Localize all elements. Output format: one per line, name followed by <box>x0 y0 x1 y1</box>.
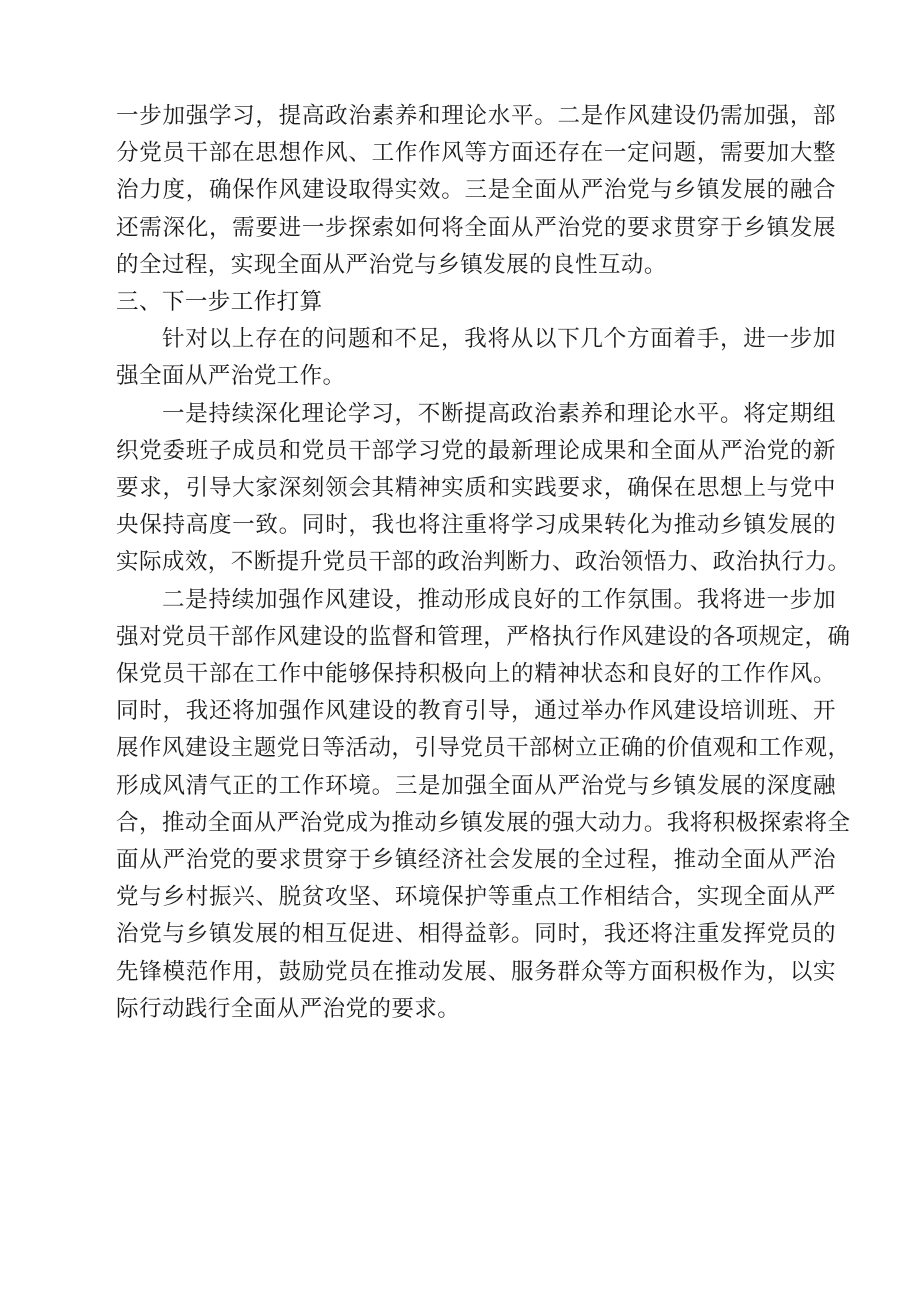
text-line: 织党委班子成员和党员干部学习党的最新理论成果和全面从严治党的新 <box>116 437 836 464</box>
paragraph-problems-continued <box>116 98 836 284</box>
text-line: 展作风建设主题党日等活动，引导党员干部树立正确的价值观和工作观， <box>116 735 851 762</box>
text-line: 保党员干部在工作中能够保持积极向上的精神状态和良好的工作作风。 <box>116 661 836 688</box>
paragraph-work-style <box>116 582 851 1028</box>
text-line: 形成风清气正的工作环境。三是加强全面从严治党与乡镇发展的深度融 <box>116 772 836 799</box>
text-line: 一步加强学习，提高政治素养和理论水平。二是作风建设仍需加强，部 <box>116 103 836 129</box>
text-line: 党与乡村振兴、脱贫攻坚、环境保护等重点工作相结合，实现全面从严 <box>116 884 836 911</box>
text-line: 治力度，确保作风建设取得实效。三是全面从严治党与乡镇发展的融合 <box>116 177 836 204</box>
text-line: 分党员干部在思想作风、工作作风等方面还存在一定问题，需要加大整 <box>116 140 836 167</box>
text-line: 先锋模范作用，鼓励党员在推动发展、服务群众等方面积极作为，以实 <box>116 958 836 985</box>
text-line: 还需深化，需要进一步探索如何将全面从严治党的要求贯穿于乡镇发展 <box>116 214 836 241</box>
document-body <box>116 98 851 1028</box>
text-line: 际行动践行全面从严治党的要求。 <box>116 995 461 1022</box>
text-line: 二是持续加强作风建设，推动形成良好的工作氛围。我将进一步加 <box>162 586 836 613</box>
paragraph-theory-study <box>116 396 851 582</box>
text-line: 治党与乡镇发展的相互促进、相得益彰。同时，我还将注重发挥党员的 <box>116 921 836 948</box>
text-line: 央保持高度一致。同时，我也将注重将学习成果转化为推动乡镇发展的 <box>116 512 836 539</box>
text-line: 实际成效，不断提升党员干部的政治判断力、政治领悟力、政治执行力。 <box>116 549 851 576</box>
text-line: 的全过程，实现全面从严治党与乡镇发展的良性互动。 <box>116 251 667 278</box>
text-line: 针对以上存在的问题和不足，我将从以下几个方面着手，进一步加 <box>162 326 836 353</box>
text-line: 同时，我还将加强作风建设的教育引导，通过举办作风建设培训班、开 <box>116 698 836 725</box>
text-line: 一是持续深化理论学习，不断提高政治素养和理论水平。将定期组 <box>162 400 836 427</box>
text-line: 强全面从严治党工作。 <box>116 363 346 390</box>
section-heading: 三、下一步工作打算 <box>116 289 323 316</box>
paragraph-intro <box>116 321 836 395</box>
text-line: 强对党员干部作风建设的监督和管理，严格执行作风建设的各项规定，确 <box>116 623 851 650</box>
text-line: 面从严治党的要求贯穿于乡镇经济社会发展的全过程，推动全面从严治 <box>116 847 836 874</box>
text-line: 要求，引导大家深刻领会其精神实质和实践要求，确保在思想上与党中 <box>116 475 836 502</box>
text-line: 合，推动全面从严治党成为推动乡镇发展的强大动力。我将积极探索将全 <box>116 809 851 836</box>
